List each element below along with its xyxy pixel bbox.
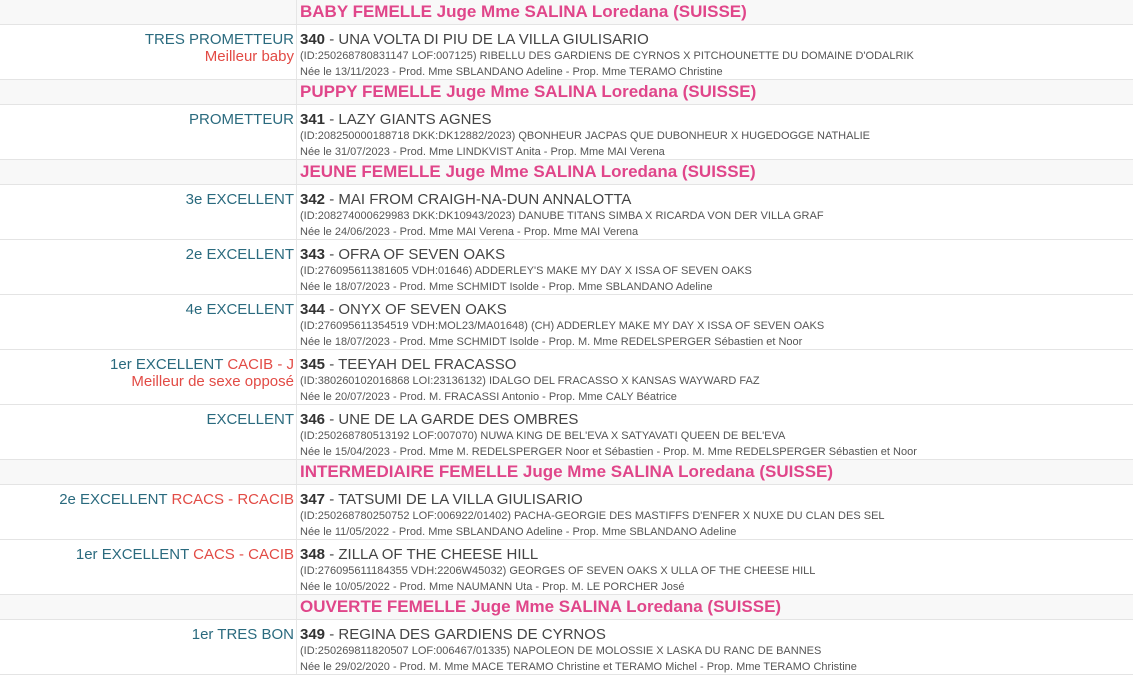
result-line <box>145 31 294 48</box>
grade-label: 2e EXCELLENT <box>59 491 168 508</box>
result-cell <box>59 491 294 508</box>
result-line <box>59 491 294 508</box>
dog-name: TEEYAH DEL FRACASSO <box>338 356 517 373</box>
catalog-number: 346 <box>300 411 326 428</box>
pedigree-line: (ID:250269811820507 LOF:006467/01335) NAPOLEON DE MOLOSSIE X LASKA DU RANC DE BANNES <box>300 645 822 657</box>
grade-label: TRES PROMETTEUR <box>144 31 294 48</box>
dog-entry <box>300 31 914 80</box>
class-header-row <box>0 80 1133 104</box>
birth-owner-line: Née le 29/02/2020 - Prod. M. Mme MACE TERAMO Christine et TERAMO Michel - Prop. Mme TERAMO Christine <box>300 661 857 673</box>
dog-name: MAI FROM CRAIGH-NA-DUN ANNALOTTA <box>338 191 632 208</box>
birth-owner-line: Née le 18/07/2023 - Prod. Mme SCHMIDT Isolde - Prop. Mme SBLANDANO Adeline <box>300 281 713 293</box>
pedigree-line: (ID:276095611184355 VDH:2206W45032) GEORGES OF SEVEN OAKS X ULLA OF THE CHEESE HILL <box>300 565 816 577</box>
dog-entry <box>300 301 824 350</box>
birth-owner-line: Née le 13/11/2023 - Prod. Mme SBLANDANO Adeline - Prop. Mme TERAMO Christine <box>300 66 723 78</box>
result-line <box>192 626 294 643</box>
column-divider <box>296 80 297 104</box>
class-title: INTERMEDIAIRE FEMELLE Juge Mme SALINA Loredana (SUISSE) <box>300 462 834 481</box>
dog-name: OFRA OF SEVEN OAKS <box>338 246 506 263</box>
pedigree-line: (ID:276095611354519 VDH:MOL23/MA01648) (CH) ADDERLEY MAKE MY DAY X ISSA OF SEVEN OAKS <box>300 320 825 332</box>
catalog-number: 342 <box>300 191 326 208</box>
column-divider <box>296 0 297 24</box>
grade-label: 1er EXCELLENT <box>110 356 224 373</box>
grade-label: 1er EXCELLENT <box>75 546 189 563</box>
dog-name: ZILLA OF THE CHEESE HILL <box>338 546 539 563</box>
grade-label: 4e EXCELLENT <box>185 301 294 318</box>
pedigree-line: (ID:208250000188718 DKK:DK12882/2023) QBONHEUR JACPAS QUE DUBONHEUR X HUGEDOGGE NATHALIE <box>300 130 870 142</box>
entry-row <box>0 620 1133 674</box>
grade-label: EXCELLENT <box>206 411 294 428</box>
pedigree-line: (ID:250268780250752 LOF:006922/01402) PACHA-GEORGIE DES MASTIFFS D'ENFER X NUXE DU CLAN DES SEL <box>300 510 885 522</box>
grade-label: PROMETTEUR <box>189 111 294 128</box>
class-title: OUVERTE FEMELLE Juge Mme SALINA Loredana (SUISSE) <box>300 597 782 616</box>
birth-owner-line: Née le 24/06/2023 - Prod. Mme MAI Verena - Prop. Mme MAI Verena <box>300 226 639 238</box>
entry-row <box>0 295 1133 349</box>
column-divider <box>296 350 297 404</box>
entry-row <box>0 185 1133 239</box>
dog-name: TATSUMI DE LA VILLA GIULISARIO <box>338 491 583 508</box>
catalog-number: 340 <box>300 31 326 48</box>
catalog-number: 341 <box>300 111 326 128</box>
entry-row <box>0 240 1133 294</box>
award-label: RCACS - RCACIB <box>171 491 294 508</box>
class-header-row <box>0 595 1133 619</box>
dog-name: UNE DE LA GARDE DES OMBRES <box>338 411 579 428</box>
result-cell <box>186 301 294 318</box>
dog-entry <box>300 546 815 595</box>
dog-entry <box>300 191 824 240</box>
result-cell <box>145 31 294 65</box>
column-divider <box>296 295 297 349</box>
class-header-row <box>0 160 1133 184</box>
birth-owner-line: Née le 31/07/2023 - Prod. Mme LINDKVIST Anita - Prop. Mme MAI Verena <box>300 146 665 158</box>
dog-entry <box>300 356 760 405</box>
pedigree-line: (ID:250268780831147 LOF:007125) RIBELLU DES GARDIENS DE CYRNOS X PITCHOUNETTE DU DOMAINE D'ODALRIK <box>300 50 914 62</box>
result-line <box>186 301 294 318</box>
column-divider <box>296 595 297 619</box>
dog-entry <box>300 491 885 540</box>
dog-line: 340 - UNA VOLTA DI PIU DE LA VILLA GIULISARIO <box>300 31 649 48</box>
dog-line: 341 - LAZY GIANTS AGNES <box>300 111 492 128</box>
dog-entry <box>300 411 917 460</box>
pedigree-line: (ID:250268780513192 LOF:007070) NUWA KING DE BEL'EVA X SATYAVATI QUEEN DE BEL'EVA <box>300 430 786 442</box>
award-label: CACS - CACIB <box>193 546 294 563</box>
dog-line: 343 - OFRA OF SEVEN OAKS <box>300 246 506 263</box>
entry-row <box>0 350 1133 404</box>
pedigree-line: (ID:208274000629983 DKK:DK10943/2023) DANUBE TITANS SIMBA X RICARDA VON DER VILLA GRAF <box>300 210 824 222</box>
entry-row <box>0 540 1133 594</box>
column-divider <box>296 540 297 594</box>
dog-line: 349 - REGINA DES GARDIENS DE CYRNOS <box>300 626 606 643</box>
dog-name: UNA VOLTA DI PIU DE LA VILLA GIULISARIO <box>338 31 649 48</box>
pedigree-line: (ID:276095611381605 VDH:01646) ADDERLEY'S MAKE MY DAY X ISSA OF SEVEN OAKS <box>300 265 752 277</box>
column-divider <box>296 405 297 459</box>
grade-label: 1er TRES BON <box>191 626 294 643</box>
entry-row <box>0 105 1133 159</box>
dog-name: REGINA DES GARDIENS DE CYRNOS <box>338 626 606 643</box>
column-divider <box>296 25 297 79</box>
special-award-label: Meilleur de sexe opposé <box>131 373 294 390</box>
catalog-number: 345 <box>300 356 326 373</box>
birth-owner-line: Née le 11/05/2022 - Prod. Mme SBLANDANO Adeline - Prop. Mme SBLANDANO Adeline <box>300 526 737 538</box>
column-divider <box>296 185 297 239</box>
class-header-row <box>0 0 1133 24</box>
result-cell <box>76 546 294 563</box>
dog-line: 345 - TEEYAH DEL FRACASSO <box>300 356 517 373</box>
dog-line: 346 - UNE DE LA GARDE DES OMBRES <box>300 411 579 428</box>
class-header-row <box>0 460 1133 484</box>
result-line <box>206 411 294 428</box>
column-divider <box>296 160 297 184</box>
dog-name: LAZY GIANTS AGNES <box>338 111 492 128</box>
birth-owner-line: Née le 20/07/2023 - Prod. M. FRACASSI Antonio - Prop. Mme CALY Béatrice <box>300 391 677 403</box>
catalog-number: 348 <box>300 546 326 563</box>
catalog-number: 344 <box>300 301 326 318</box>
birth-owner-line: Née le 18/07/2023 - Prod. Mme SCHMIDT Isolde - Prop. M. Mme REDELSPERGER Sébastien et Noor <box>300 336 803 348</box>
entry-row <box>0 25 1133 79</box>
dog-line: 347 - TATSUMI DE LA VILLA GIULISARIO <box>300 491 583 508</box>
grade-label: 2e EXCELLENT <box>185 246 294 263</box>
dog-name: ONYX OF SEVEN OAKS <box>338 301 507 318</box>
grade-label: 3e EXCELLENT <box>185 191 294 208</box>
dog-entry <box>300 246 752 295</box>
column-divider <box>296 460 297 484</box>
result-cell <box>110 356 294 390</box>
award-label: CACIB - J <box>227 356 294 373</box>
result-line <box>189 111 294 128</box>
pedigree-line: (ID:380260102016868 LOI:23136132) IDALGO DEL FRACASSO X KANSAS WAYWARD FAZ <box>300 375 760 387</box>
class-title: PUPPY FEMELLE Juge Mme SALINA Loredana (SUISSE) <box>300 82 757 101</box>
special-award-label: Meilleur baby <box>204 48 294 65</box>
dog-line: 348 - ZILLA OF THE CHEESE HILL <box>300 546 539 563</box>
class-title: BABY FEMELLE Juge Mme SALINA Loredana (SUISSE) <box>300 2 747 21</box>
column-divider <box>296 105 297 159</box>
result-cell <box>186 246 294 263</box>
result-line <box>186 191 294 208</box>
result-cell <box>192 626 294 643</box>
result-line <box>76 546 294 563</box>
column-divider <box>296 240 297 294</box>
catalog-number: 347 <box>300 491 326 508</box>
birth-owner-line: Née le 15/04/2023 - Prod. Mme M. REDELSPERGER Noor et Sébastien - Prop. M. Mme REDELSPERGER Sébastien et Noor <box>300 446 917 458</box>
dog-line: 342 - MAI FROM CRAIGH-NA-DUN ANNALOTTA <box>300 191 632 208</box>
catalog-number: 349 <box>300 626 326 643</box>
class-title: JEUNE FEMELLE Juge Mme SALINA Loredana (SUISSE) <box>300 162 756 181</box>
entry-row <box>0 405 1133 459</box>
dog-entry <box>300 111 870 160</box>
birth-owner-line: Née le 10/05/2022 - Prod. Mme NAUMANN Uta - Prop. M. LE PORCHER José <box>300 581 685 593</box>
column-divider <box>296 485 297 539</box>
dog-entry <box>300 626 857 675</box>
catalog-number: 343 <box>300 246 326 263</box>
result-cell <box>189 111 294 128</box>
result-line <box>110 356 294 373</box>
result-line <box>186 246 294 263</box>
result-cell <box>186 191 294 208</box>
entry-row <box>0 485 1133 539</box>
dog-line: 344 - ONYX OF SEVEN OAKS <box>300 301 507 318</box>
result-cell <box>206 411 294 428</box>
column-divider <box>296 620 297 674</box>
